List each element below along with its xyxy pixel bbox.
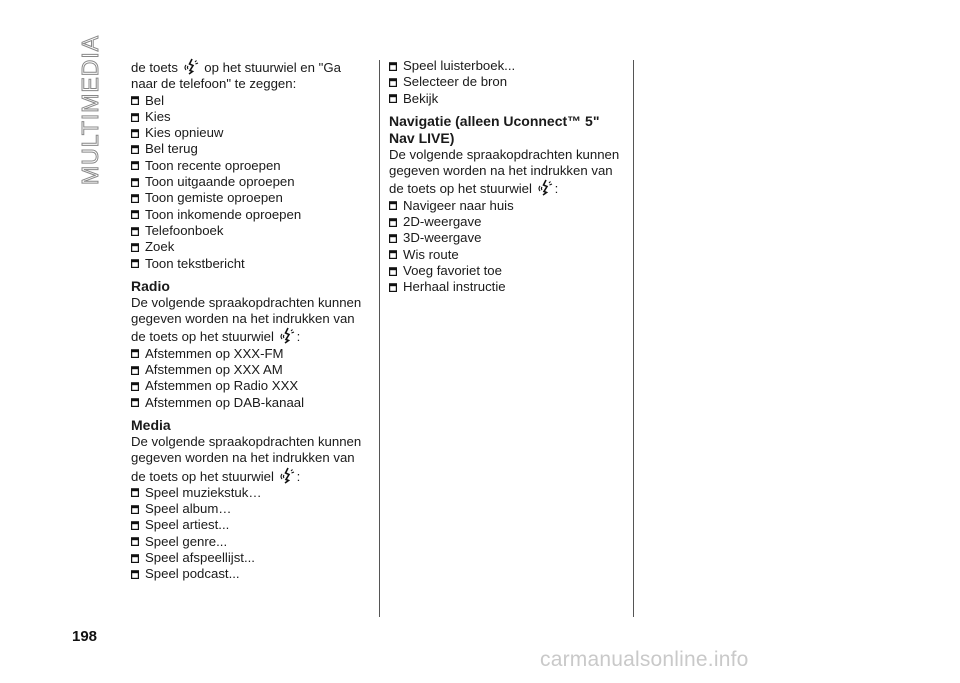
- bullet-icon: [131, 96, 139, 105]
- bullet-icon: [131, 570, 139, 579]
- bullet-icon: [131, 227, 139, 236]
- list-item: [131, 378, 369, 394]
- bullet-icon: [131, 537, 139, 546]
- bullet-icon: [131, 505, 139, 514]
- bullet-icon: [131, 178, 139, 187]
- list-item-text: Speel genre...: [145, 533, 228, 549]
- voice-button-icon: [537, 179, 554, 196]
- media-command-list: [131, 485, 369, 583]
- bullet-icon: [131, 382, 139, 391]
- radio-heading: Radio: [131, 277, 170, 294]
- list-item: [131, 190, 369, 206]
- list-item-text: 3D-weergave: [403, 230, 482, 246]
- media-heading: Media: [131, 416, 171, 433]
- list-item: [131, 550, 369, 566]
- bullet-icon: [131, 113, 139, 122]
- list-item: [131, 362, 369, 378]
- list-item: [389, 279, 627, 295]
- list-item: [389, 91, 627, 107]
- list-item-text: Kies: [145, 108, 171, 124]
- media-command-list-continued: [389, 58, 627, 107]
- list-item-text: Speel muziekstuk…: [145, 484, 262, 500]
- media-intro: [131, 434, 369, 485]
- list-item-text: Wis route: [403, 246, 459, 262]
- bullet-icon: [389, 201, 397, 210]
- list-item-text: Kies opnieuw: [145, 125, 224, 141]
- list-item-text: Afstemmen op Radio XXX: [145, 378, 299, 394]
- bullet-icon: [389, 234, 397, 243]
- list-item: [131, 566, 369, 582]
- list-item: [131, 517, 369, 533]
- list-item-text: Toon inkomende oproepen: [145, 206, 302, 222]
- list-item: [131, 346, 369, 362]
- list-item: [131, 223, 369, 239]
- list-item: [131, 256, 369, 272]
- list-item-text: Bel: [145, 92, 165, 108]
- bullet-icon: [131, 366, 139, 375]
- list-item: [131, 141, 369, 157]
- list-item-text: Afstemmen op XXX-FM: [145, 345, 284, 361]
- list-item-text: Voeg favoriet toe: [403, 262, 502, 278]
- list-item: [131, 395, 369, 411]
- list-item: [389, 198, 627, 214]
- list-item: [389, 230, 627, 246]
- column-divider: [379, 60, 380, 617]
- watermark: carmanualsonline.info: [540, 648, 749, 671]
- column-divider-right: [633, 60, 634, 617]
- bullet-icon: [131, 210, 139, 219]
- list-item: [131, 93, 369, 109]
- voice-button-icon: [183, 58, 200, 75]
- voice-button-icon: [279, 327, 296, 344]
- list-item-text: Speel afspeellijst...: [145, 550, 255, 566]
- list-item: [389, 58, 627, 74]
- list-item-text: Speel luisterboek...: [403, 58, 516, 73]
- bullet-icon: [131, 554, 139, 563]
- bullet-icon: [389, 94, 397, 103]
- page-number: 198: [72, 628, 98, 645]
- list-item: [389, 247, 627, 263]
- list-item: [389, 263, 627, 279]
- list-item-text: Toon tekstbericht: [145, 255, 245, 271]
- navigation-command-list: [389, 198, 627, 296]
- list-item: [389, 214, 627, 230]
- list-item-text: Herhaal instructie: [403, 279, 506, 295]
- bullet-icon: [131, 243, 139, 252]
- column-right: [389, 58, 627, 296]
- bullet-icon: [389, 218, 397, 227]
- list-item: [131, 485, 369, 501]
- radio-command-list: [131, 346, 369, 411]
- list-item: [131, 174, 369, 190]
- list-item: [131, 207, 369, 223]
- list-item-text: Telefoonboek: [145, 222, 224, 238]
- navigation-intro: [389, 147, 627, 198]
- bullet-icon: [131, 349, 139, 358]
- bullet-icon: [131, 145, 139, 154]
- bullet-icon: [389, 267, 397, 276]
- list-item-text: Speel album…: [145, 501, 232, 517]
- list-item-text: Zoek: [145, 239, 175, 255]
- bullet-icon: [131, 398, 139, 407]
- list-item-text: Navigeer naar huis: [403, 197, 514, 213]
- bullet-icon: [131, 129, 139, 138]
- list-item-text: 2D-weergave: [403, 214, 482, 230]
- bullet-icon: [131, 521, 139, 530]
- list-item-text: Bekijk: [403, 90, 439, 106]
- phone-intro-end: op het stuurwiel en "Ga naar de telefoon" te zeggen:: [131, 60, 341, 92]
- radio-intro-colon: :: [296, 329, 301, 345]
- list-item-text: Afstemmen op XXX AM: [145, 362, 283, 378]
- column-left: [131, 58, 369, 583]
- list-item: [131, 158, 369, 174]
- media-intro-text: De volgende spraakopdrachten kunnen gegeven worden na het indrukken van de toets op het stuurwiel: [131, 433, 362, 484]
- list-item: [131, 534, 369, 550]
- list-item: [131, 239, 369, 255]
- list-item-text: Bel terug: [145, 141, 198, 157]
- list-item-text: Toon gemiste oproepen: [145, 190, 283, 206]
- list-item: [131, 125, 369, 141]
- list-item-text: Selecteer de bron: [403, 74, 508, 90]
- bullet-icon: [389, 78, 397, 87]
- voice-button-icon: [279, 467, 296, 484]
- bullet-icon: [131, 488, 139, 497]
- list-item: [389, 74, 627, 90]
- radio-intro: [131, 295, 369, 346]
- list-item-text: Toon uitgaande oproepen: [145, 174, 295, 190]
- list-item-text: Afstemmen op DAB-kanaal: [145, 394, 305, 410]
- phone-intro: [131, 58, 369, 93]
- bullet-icon: [389, 283, 397, 292]
- list-item: [131, 109, 369, 125]
- bullet-icon: [389, 250, 397, 259]
- bullet-icon: [131, 259, 139, 268]
- navigation-intro-colon: :: [554, 181, 559, 197]
- bullet-icon: [131, 161, 139, 170]
- phone-intro-start: de toets: [131, 60, 178, 75]
- bullet-icon: [131, 194, 139, 203]
- list-item: [131, 501, 369, 517]
- bullet-icon: [389, 62, 397, 71]
- list-item-text: Speel podcast...: [145, 566, 240, 582]
- list-item-text: Speel artiest...: [145, 517, 230, 533]
- radio-intro-text: De volgende spraakopdrachten kunnen gegeven worden na het indrukken van de toets op het stuurwiel: [131, 294, 362, 345]
- navigation-intro-text: De volgende spraakopdrachten kunnen gegeven worden na het indrukken van de toets op het stuurwiel: [389, 146, 620, 197]
- navigation-heading: Navigatie (alleen Uconnect™ 5" Nav LIVE): [389, 112, 600, 146]
- media-intro-colon: :: [296, 468, 301, 484]
- section-side-title: MULTIMEDIA: [77, 34, 103, 185]
- phone-command-list: [131, 93, 369, 272]
- list-item-text: Toon recente oproepen: [145, 157, 281, 173]
